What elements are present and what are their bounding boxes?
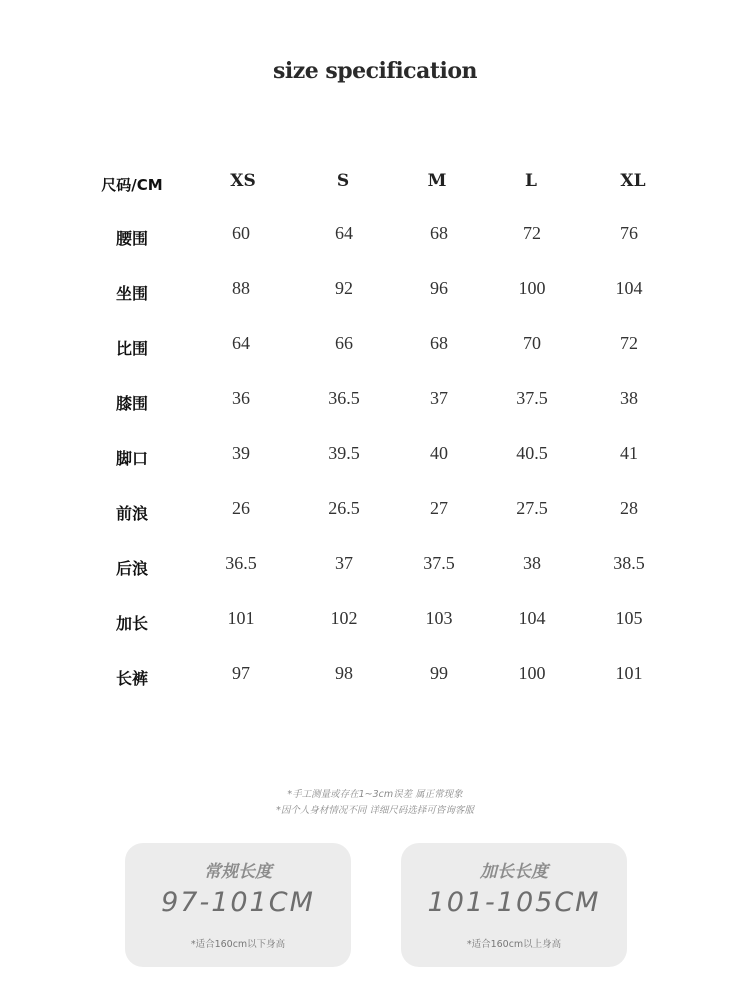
table-cell: 92 (335, 278, 353, 298)
table-cell: 36 (232, 388, 250, 408)
table-cell: 26 (232, 498, 250, 518)
table-cell: 76 (620, 223, 638, 243)
table-cell: 102 (330, 608, 358, 628)
table-cell: 38.5 (613, 553, 645, 573)
row-label: 坐围 (115, 284, 148, 303)
table-cell: 64 (232, 333, 250, 353)
table-cell: 39 (232, 443, 250, 463)
card-subtitle: *适合160cm以下身高 (190, 939, 286, 950)
row-label: 腰围 (115, 229, 148, 248)
table-cell: 37 (335, 553, 353, 573)
table-cell: 70 (523, 333, 541, 353)
table-cell: 68 (430, 223, 448, 243)
row-label: 脚口 (115, 449, 148, 468)
table-cell: 37 (430, 388, 448, 408)
measurement-note: *手工测量或存在1~3cm误差 属正常现象 (287, 789, 463, 800)
table-cell: 103 (425, 608, 453, 628)
table-cell: 38 (620, 388, 638, 408)
table-cell: 27 (430, 498, 448, 518)
table-cell: 40 (430, 443, 448, 463)
table-cell: 28 (620, 498, 638, 518)
row-label: 加长 (115, 614, 148, 633)
table-cell: 68 (430, 333, 448, 353)
table-cell: 26.5 (328, 498, 360, 518)
table-cell: 101 (615, 663, 643, 683)
table-cell: 41 (620, 443, 638, 463)
table-cell: 66 (335, 333, 353, 353)
table-cell: 99 (430, 663, 448, 683)
card-subtitle: *适合160cm以上身高 (466, 939, 562, 950)
card-value: 97-101CM (161, 887, 315, 918)
size-header-xl: XL (620, 171, 646, 191)
table-cell: 37.5 (423, 553, 455, 573)
row-label: 长裤 (115, 669, 148, 688)
row-label: 后浪 (115, 559, 148, 578)
row-label: 膝围 (115, 394, 148, 413)
table-cell: 98 (335, 663, 353, 683)
table-cell: 104 (518, 608, 546, 628)
table-cell: 40.5 (516, 443, 548, 463)
table-cell: 100 (518, 278, 546, 298)
table-cell: 104 (615, 278, 643, 298)
regular-length-card (125, 843, 351, 967)
size-header-xs: XS (230, 171, 256, 191)
table-cell: 100 (518, 663, 546, 683)
table-cell: 37.5 (516, 388, 548, 408)
table-cell: 38 (523, 553, 541, 573)
table-cell: 27.5 (516, 498, 548, 518)
size-header-l: L (525, 171, 537, 191)
card-title: 常规长度 (204, 862, 272, 882)
table-cell: 72 (620, 333, 638, 353)
consult-note: *因个人身材情况不同 详细尺码选择可咨询客服 (276, 805, 474, 816)
size-header-m: M (427, 171, 447, 191)
table-cell: 97 (232, 663, 250, 683)
table-cell: 39.5 (328, 443, 360, 463)
extended-length-card (401, 843, 627, 967)
card-value: 101-105CM (427, 887, 601, 918)
table-cell: 105 (615, 608, 643, 628)
row-label: 前浪 (115, 504, 148, 523)
table-cell: 64 (335, 223, 353, 243)
table-cell: 72 (523, 223, 541, 243)
table-cell: 36.5 (328, 388, 360, 408)
table-cell: 88 (232, 278, 250, 298)
card-title: 加长长度 (480, 862, 548, 882)
table-cell: 36.5 (225, 553, 257, 573)
row-label: 比围 (115, 339, 148, 358)
table-cell: 60 (232, 223, 250, 243)
size-header-s: S (336, 171, 350, 191)
page-title: size specification (272, 58, 478, 84)
table-cell: 101 (227, 608, 255, 628)
corner-header: 尺码/CM (101, 176, 163, 194)
table-cell: 96 (430, 278, 448, 298)
